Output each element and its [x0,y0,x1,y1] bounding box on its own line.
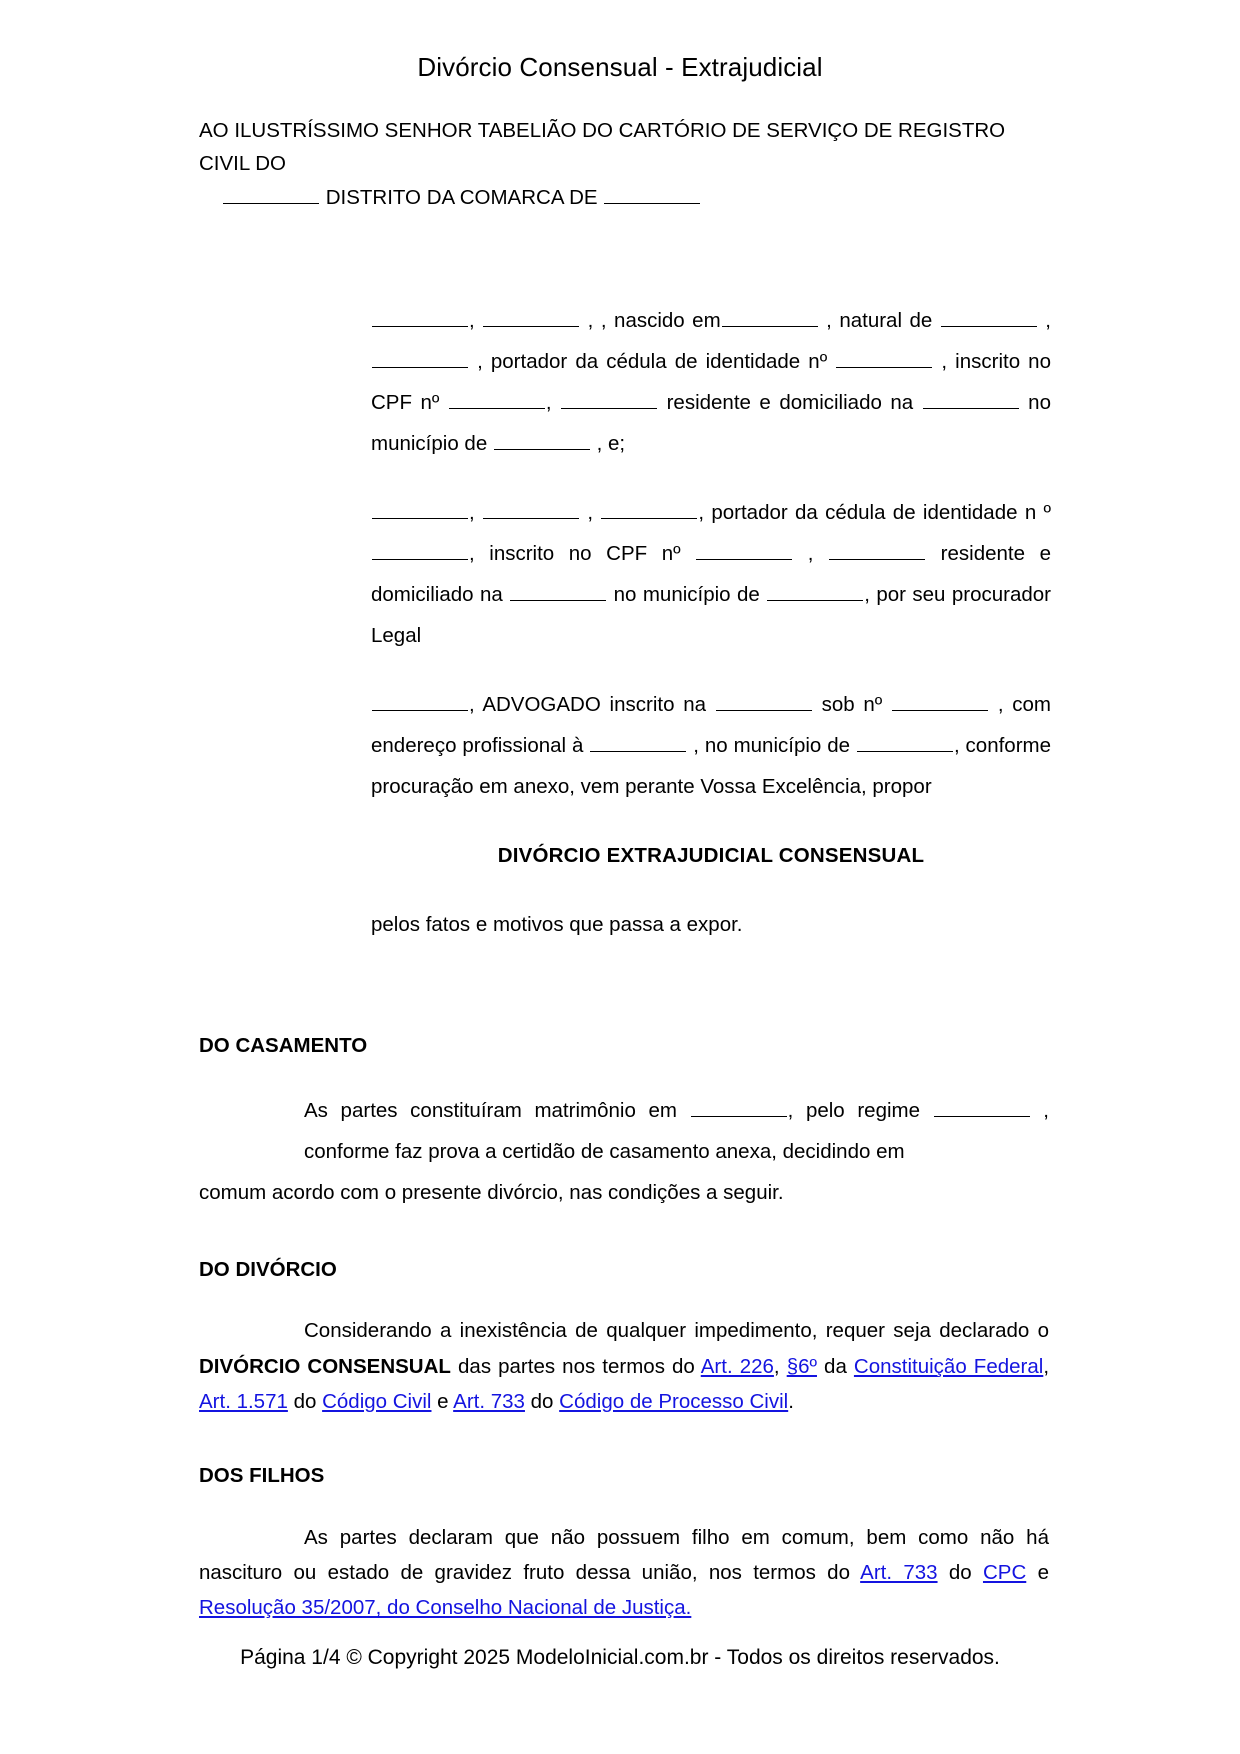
p2-cpf: , inscrito no CPF nº [469,541,681,565]
spacer [371,464,1051,492]
blank-p1-naturalidade[interactable] [941,307,1037,327]
request-lead-in: pelos fatos e motivos que passa a expor. [371,912,743,936]
casamento-line-b: comum acordo com o presente divórcio, nas condições a seguir. [199,1180,784,1204]
link-resolucao-35-2007[interactable]: Resolução 35/2007, do Conselho Nacional de Justiça. [199,1596,692,1620]
blank-p2-rg[interactable] [372,540,468,560]
link-art-733[interactable]: Art. 733 [453,1389,525,1413]
spacer [371,807,1051,835]
lawyer-com: , com [997,692,1051,716]
casamento-t3: , conforme faz prova a certidão de casamento anexa, decidindo em [304,1098,1049,1163]
p1-natural: , natural de [826,308,933,332]
blank-p1-state[interactable] [372,348,468,368]
link-constituicao-federal[interactable]: Constituição Federal [853,1354,1044,1378]
filhos-t3: e [1026,1561,1049,1585]
blank-p1-municipio[interactable] [494,430,590,450]
p1-resident: residente e domiciliado na [666,390,914,414]
lawyer-conforme: , conforme [953,733,1052,757]
spacer [199,1213,1049,1255]
blank-p2-nationality[interactable] [483,499,579,519]
blank-p1-nationality[interactable] [483,307,579,327]
blank-p2-municipio[interactable] [767,581,863,601]
lawyer-under: sob nº [821,692,883,716]
p1-id: , portador da cédula de identidade nº [477,349,828,373]
blank-marriage-regime[interactable] [934,1097,1030,1117]
section-heading-divorcio: DO DIVÓRCIO [199,1257,337,1281]
filhos-t2: do [937,1561,983,1585]
p1-seg1: , [469,308,475,332]
party-block [371,300,1051,945]
p2-attorney: , por seu procurador [864,582,1051,606]
lawyer-city: , no município de [693,733,851,757]
p2-domiciled: domiciliado na [371,582,503,606]
divorcio-t8: . [788,1389,794,1413]
addressee-block [199,83,1049,214]
link-art-1571[interactable]: Art. 1.571 [199,1389,288,1413]
p1-seg2: , [587,308,594,332]
p2-seg1: , [469,500,475,524]
link-cpc[interactable]: CPC [982,1561,1027,1585]
blank-p1-profession[interactable] [561,389,657,409]
p1-seg4: , [545,390,552,414]
blank-p2-name[interactable] [372,499,468,519]
blank-p2-state-civil[interactable] [601,499,697,519]
link-art-226[interactable]: Art. 226 [700,1354,774,1378]
p2-resident: residente e [940,541,1051,565]
blank-p1-birthdate[interactable] [722,307,818,327]
divorcio-t1: das partes nos termos do [450,1354,701,1378]
blank-p1-name[interactable] [372,307,468,327]
blank-p2-profession[interactable] [829,540,925,560]
party1-paragraph [371,300,1051,464]
blank-p2-address[interactable] [510,581,606,601]
spacer [371,876,1051,904]
p1-born: , nascido em [600,308,721,332]
blank-p1-cpf[interactable] [449,389,545,409]
spacer [199,945,1049,1031]
p1-city: no município de [371,390,1051,455]
page-title: Divórcio Consensual - Extrajudicial [417,52,823,82]
casamento-t2: , pelo regime [787,1098,920,1122]
casamento-t1: As partes constituíram matrimônio em [304,1098,677,1122]
p2-num: n º [1024,500,1052,524]
blank-distrito[interactable] [223,184,319,204]
divorcio-t4: , [1043,1354,1050,1378]
section-heading-casamento: DO CASAMENTO [199,1033,368,1057]
p2-seg2: , [587,500,594,524]
spacer [199,1285,1049,1313]
section-body-filhos [199,1520,1049,1626]
link-codigo-processo-civil[interactable]: Código de Processo Civil [559,1389,789,1413]
page-footer: Página 1/4 © Copyright 2025 ModeloInicial.com.br - Todos os direitos reservados. [240,1646,1000,1669]
divorcio-t5: do [287,1389,323,1413]
divorcio-bold-term: DIVÓRCIO CONSENSUAL [199,1354,451,1378]
link-filhos-art-733[interactable]: Art. 733 [860,1561,938,1585]
spacer [199,1062,1049,1090]
blank-lawyer-oab-section[interactable] [716,691,812,711]
divorcio-t3: da [816,1354,854,1378]
p1-cpf: , inscrito no CPF nº [371,349,1051,414]
blank-marriage-date[interactable] [691,1097,787,1117]
link-paragrafo-6[interactable]: §6º [786,1354,817,1378]
blank-lawyer-address[interactable] [590,732,686,752]
p2-city: no município de [613,582,760,606]
lawyer-closing: procuração em anexo, vem perante Vossa Excelência, propor [371,774,932,798]
document-content [191,83,1052,1625]
casamento-line-a [304,1090,1049,1172]
divorcio-t7: do [524,1389,560,1413]
lawyer-address: endereço profissional à [371,733,584,757]
divorcio-line1: Considerando a inexistência de qualquer impedimento, requer seja declarado o [304,1319,1049,1343]
filhos-t1: As partes declaram que não possuem filho em comum, bem como não há nascituro ou estado de gravidez fruto dessa união, nos termos do [199,1525,1049,1585]
addressee-line-2-text: DISTRITO DA COMARCA DE [325,185,598,209]
spacer [371,656,1051,684]
blank-p1-address[interactable] [923,389,1019,409]
divorcio-t6: e [431,1389,454,1413]
p2-legal: Legal [371,623,422,647]
request-heading: DIVÓRCIO EXTRAJUDICIAL CONSENSUAL [497,843,925,867]
blank-lawyer-name[interactable] [372,691,468,711]
divorcio-t2: , [773,1354,787,1378]
section-heading-filhos: DOS FILHOS [199,1464,325,1488]
p2-id: , portador da cédula de identidade [698,500,1018,524]
addressee-line-2 [199,181,1049,214]
lawyer-paragraph [371,684,1051,807]
p1-end: , e; [596,431,626,455]
blank-p2-cpf[interactable] [696,540,792,560]
p1-seg3: , [1045,308,1051,332]
party2-paragraph [371,492,1051,656]
lawyer-seg1: , ADVOGADO inscrito na [469,692,707,716]
blank-comarca[interactable] [604,184,700,204]
blank-p1-rg[interactable] [836,348,932,368]
blank-lawyer-oab-number[interactable] [892,691,988,711]
spacer [199,214,1049,300]
addressee-line-1: AO ILUSTRÍSSIMO SENHOR TABELIÃO DO CARTÓRIO DE SERVIÇO DE REGISTRO CIVIL DO [199,119,1006,176]
section-body-casamento [199,1090,1049,1213]
blank-lawyer-municipio[interactable] [857,732,953,752]
section-body-divorcio [199,1313,1049,1419]
spacer [199,1492,1049,1520]
link-codigo-civil[interactable]: Código Civil [322,1389,432,1413]
spacer [199,1419,1049,1461]
p2-seg4: , [807,541,814,565]
